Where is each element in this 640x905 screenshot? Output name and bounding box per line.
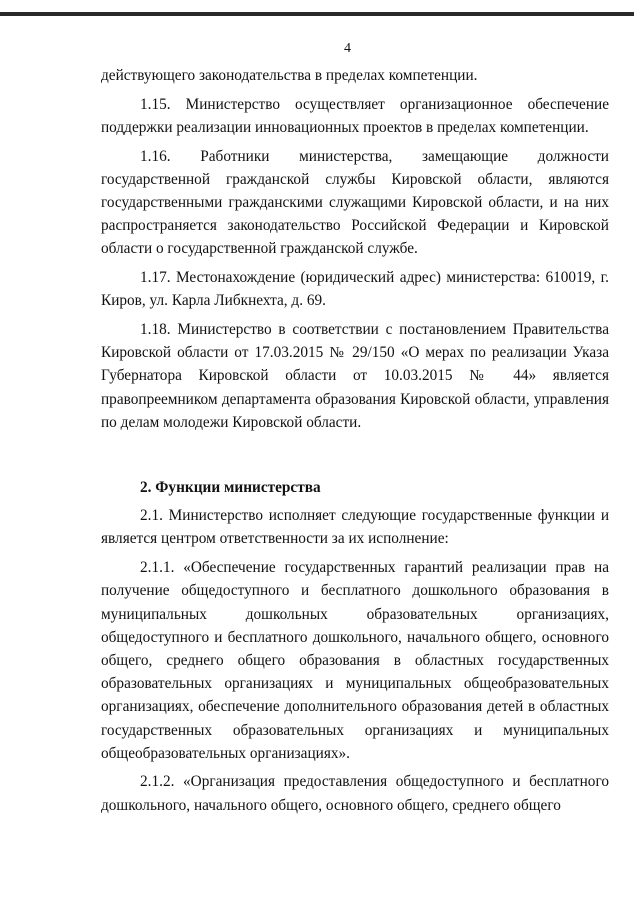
paragraph-continuation: действующего законодательства в пределах компетенции. [101,67,478,84]
paragraph-1-16: 1.16. Работники министерства, замещающие должности государственной гражданской службы Кировской области, являются государственными гражданскими служащими Кировской области, и на них распространяется законодательство Российской Федерации и Кировской области о государственной гражданской службе. [101,147,609,258]
paragraph-1-17: 1.17. Местонахождение (юридический адрес) министерства: 610019, г. Киров, ул. Карла Либкнехта, д. 69. [101,269,609,310]
paragraph-2-1-2: 2.1.2. «Организация предоставления общедоступного и бесплатного дошкольного, начального общего, основного общего, среднего общего [101,773,609,814]
document-body [101,64,609,822]
page-number: 4 [344,41,351,56]
paragraph-1-15: 1.15. Министерство осуществляет организационное обеспечение поддержки реализации инновационных проектов в пределах компетенции. [101,95,609,136]
section-spacer [101,440,609,476]
paragraph-2-1: 2.1. Министерство исполняет следующие государственные функции и является центром ответственности за их исполнение: [101,507,609,548]
section-heading: 2. Функции министерства [140,478,321,496]
paragraph-1-18: 1.18. Министерство в соответствии с постановлением Правительства Кировской области от 17.03.2015 № 29/150 «О мерах по реализации Указа Губернатора Кировской области от 10.03.2015 № 44» является правопреемником департамента образования Кировской области, управления по делам молодежи Кировской области. [101,321,609,431]
top-border-line [0,12,634,16]
paragraph-2-1-1: 2.1.1. «Обеспечение государственных гарантий реализации прав на получение общедоступного и бесплатного дошкольного образования в муниципальных дошкольных образовательных организациях, общедоступного и бесплатного дошкольного, начального общего, основного общего, среднего общего образования в областных государственных образовательных организациях и муниципальных общеобразовательных организациях, обеспечение дополнительного образования детей в областных государственных образовательных организациях и муниципальных общеобразовательных организациях». [101,559,609,762]
